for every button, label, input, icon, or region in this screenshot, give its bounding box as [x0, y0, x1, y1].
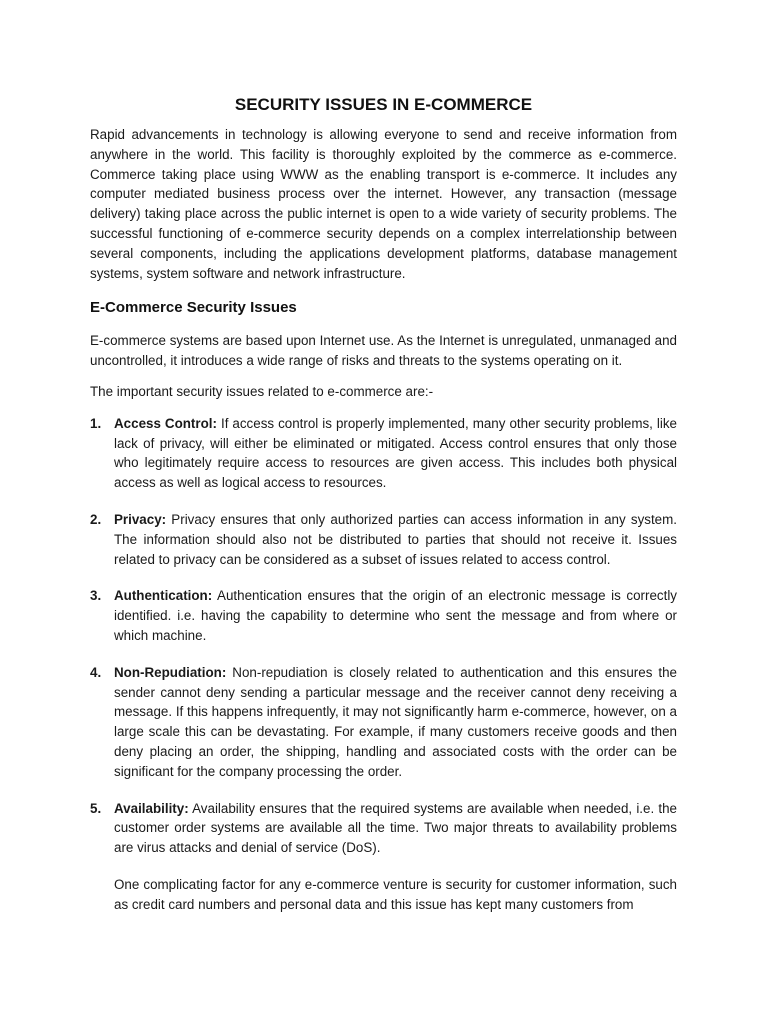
list-item-number: 3.: [90, 588, 102, 604]
list-item-text: If access control is properly implemented, many other security problems, like lack of privacy, will either be eliminated or mitigated. Access control ensures that only those who legitimately require access to resources are given access. This includes both physical access as well as logical access to resources.: [114, 415, 677, 491]
intro-paragraph: Rapid advancements in technology is allowing everyone to send and receive information from anywhere in the world. This facility is thoroughly exploited by the commerce as e-commerce. Commerce taking place using WWW as the enabling transport is e-commerce. It includes any computer mediated business process over the internet. However, any transaction (message delivery) taking place across the public internet is open to a wide variety of security problems. The successful functioning of e-commerce security depends on a complex interrelationship between several components, including the applications development platforms, database management systems, system software and network infrastructure.: [90, 127, 677, 281]
closing-paragraph: One complicating factor for any e-commerce venture is security for customer information, such as credit card numbers and personal data and this issue has kept many customers from: [114, 876, 677, 912]
list-item-term: Non-Repudiation:: [114, 664, 227, 680]
list-item-text: Privacy ensures that only authorized parties can access information in any system. The information should also not be distributed to parties that should not receive it. Issues related to privacy can be considered as a subset of issues related to access control.: [114, 511, 677, 567]
list-item-term: Availability:: [114, 800, 189, 816]
page-title: SECURITY ISSUES IN E-COMMERCE: [234, 95, 533, 114]
list-item-term: Access Control:: [114, 415, 217, 431]
list-item-term: Authentication:: [114, 588, 213, 604]
section-heading: E-Commerce Security Issues: [90, 299, 297, 317]
list-item-non-repudiation: [90, 663, 677, 782]
document-body: [90, 94, 677, 915]
spacer: [90, 402, 677, 414]
list-item-number: 1.: [90, 415, 102, 431]
list-item-number: 2.: [90, 511, 102, 527]
list-item-text: Availability ensures that the required systems are available when needed, i.e. the customer order systems are available all the time. Two major threats to availability problems are virus attacks and denial of service (DoS).: [114, 800, 677, 856]
list-item-term: Privacy:: [114, 511, 167, 527]
list-item-number: 5.: [90, 800, 102, 816]
list-intro: The important security issues related to e-commerce are:-: [90, 383, 434, 399]
list-item-privacy: [90, 510, 677, 569]
section-paragraph: E-commerce systems are based upon Internet use. As the Internet is unregulated, unmanaged and uncontrolled, it introduces a wide range of risks and threats to the systems operating on it.: [90, 333, 677, 369]
list-item-availability: [90, 799, 677, 858]
list-item-number: 4.: [90, 664, 102, 680]
list-item-text: Non-repudiation is closely related to authentication and this ensures the sender cannot deny sending a particular message and the receiver cannot deny receiving a message. If this happens infrequently, it may not significantly harm e-commerce, however, on a large scale this can be devastating. For example, if many customers receive goods and then deny placing an order, the shipping, handling and associated costs with the order can be significant for the company processing the order.: [114, 664, 677, 779]
list-item-text: Authentication ensures that the origin of an electronic message is correctly identified. i.e. having the capability to determine who sent the message and from where or which machine.: [114, 588, 677, 643]
list-item-access-control: [90, 414, 677, 493]
security-issues-list: [90, 414, 677, 858]
spacer: [90, 371, 677, 382]
list-item-authentication: [90, 586, 677, 645]
